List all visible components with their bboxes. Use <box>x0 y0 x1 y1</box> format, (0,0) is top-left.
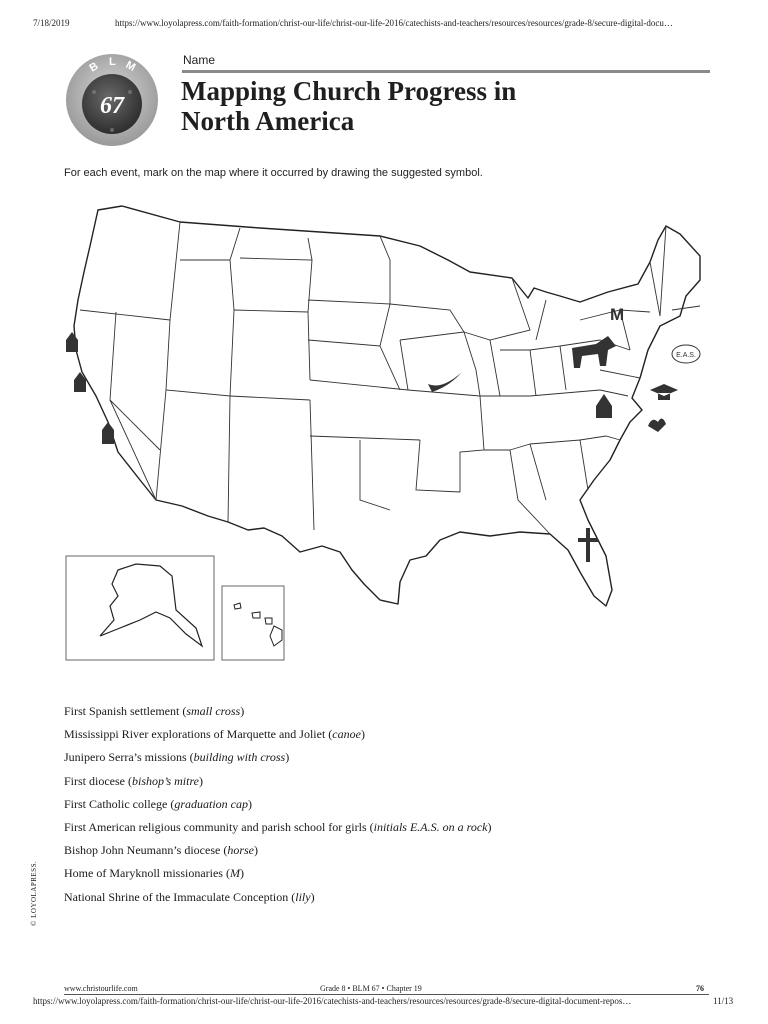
graduation-cap-icon <box>650 384 678 400</box>
us-map <box>60 200 710 670</box>
print-footer-url: https://www.loyolapress.com/faith-formation/christ-our-life/christ-our-life-2016/catechists-and-teachers/resources/resources/grade-8/secure-digital-document-repos… <box>33 996 632 1006</box>
footer-course: Grade 8 • BLM 67 • Chapter 19 <box>320 984 422 993</box>
name-label: Name <box>183 53 216 67</box>
event-item: First diocese (bishop’s mitre) <box>64 773 204 788</box>
maryknoll-m-icon: M <box>610 305 625 324</box>
event-item: Mississippi River explorations of Marquette and Joliet (canoe) <box>64 727 365 742</box>
event-item: National Shrine of the Immaculate Conception (lily) <box>64 889 315 904</box>
blm-badge <box>64 52 160 148</box>
event-item: Home of Maryknoll missionaries (M) <box>64 866 244 881</box>
name-rule <box>182 70 710 73</box>
event-list <box>64 700 684 909</box>
badge-letter-m: M <box>123 59 138 74</box>
instruction-text: For each event, mark on the map where it occurred by drawing the suggested symbol. <box>64 167 483 179</box>
badge-letter-b: B <box>87 60 101 75</box>
event-item: First Catholic college (graduation cap) <box>64 796 252 811</box>
svg-text:E.A.S.: E.A.S. <box>676 352 696 359</box>
title-line-2: North America <box>181 106 355 136</box>
print-footer-page: 11/13 <box>713 996 734 1006</box>
print-url: https://www.loyolapress.com/faith-formation/christ-our-life/christ-our-life-2016/catechists-and-teachers/resources/resources/grade-8/secure-digital-docu… <box>115 18 673 28</box>
print-date: 7/18/2019 <box>33 18 70 28</box>
badge-letter-l: L <box>109 56 116 68</box>
hawaii-inset <box>222 586 284 660</box>
title-line-1: Mapping Church Progress in <box>181 76 517 106</box>
event-item: First Spanish settlement (small cross) <box>64 704 245 718</box>
footer-site: www.christourlife.com <box>64 984 138 993</box>
footer-page-number: 76 <box>696 984 704 993</box>
badge-number: 67 <box>100 93 124 119</box>
lily-icon <box>648 418 666 432</box>
event-item: Junipero Serra’s missions (building with cross) <box>64 750 290 765</box>
eas-rock-icon <box>672 345 700 363</box>
footer-rule <box>64 994 709 995</box>
page-title <box>181 76 701 136</box>
event-item: Bishop John Neumann’s diocese (horse) <box>64 843 258 858</box>
copyright-notice: © LOYOLAPRESS. <box>30 860 38 926</box>
event-item: First American religious community and parish school for girls (initials E.A.S. on a rock) <box>64 819 492 834</box>
